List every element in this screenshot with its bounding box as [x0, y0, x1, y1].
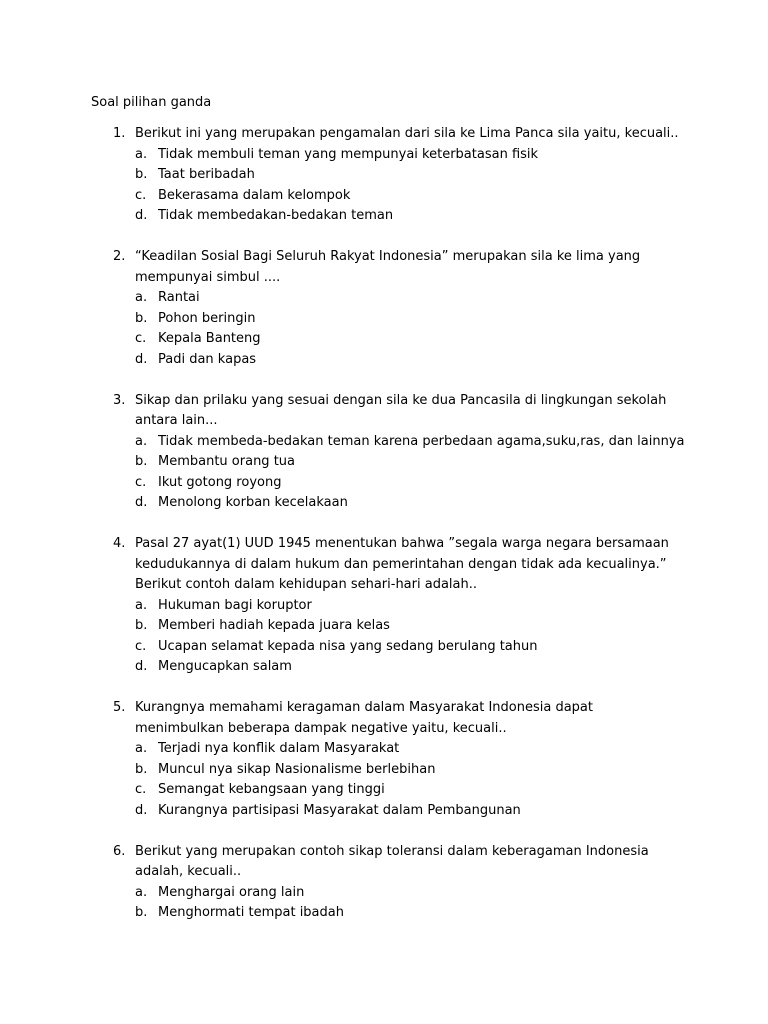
option-letter: a. — [135, 884, 148, 900]
option-letter: c. — [135, 782, 147, 797]
option-letter: a. — [135, 146, 148, 162]
answer-option — [135, 739, 680, 760]
option-text: Ikut gotong royong — [158, 474, 282, 490]
option-text: Terjadi nya konflik dalam Masyarakat — [158, 741, 400, 756]
document-title: Soal pilihan ganda — [91, 95, 212, 110]
question-number: 1. — [113, 126, 126, 141]
answer-options — [135, 288, 680, 370]
option-letter: a. — [135, 433, 148, 449]
option-letter: b. — [135, 618, 148, 633]
answer-option — [135, 903, 680, 924]
option-text: Menghargai orang lain — [158, 884, 305, 900]
option-letter: d. — [135, 351, 148, 367]
question-item — [0, 391, 685, 514]
question-text: Berikut yang merupakan contoh sikap toleransi dalam keberagaman Indonesia adalah, kecuali.. — [135, 843, 649, 879]
option-letter: b. — [135, 905, 148, 920]
answer-option — [135, 801, 680, 822]
question-text: “Keadilan Sosial Bagi Seluruh Rakyat Indonesia” merupakan sila ke lima yang mempunyai simbul .... — [135, 249, 641, 285]
answer-option — [135, 493, 680, 514]
option-text: Memberi hadiah kepada juara kelas — [158, 618, 390, 633]
option-text: Taat beribadah — [158, 167, 255, 182]
option-letter: a. — [135, 597, 148, 613]
option-text: Semangat kebangsaan yang tinggi — [158, 782, 385, 797]
option-letter: c. — [135, 474, 147, 490]
answer-options — [135, 145, 680, 227]
question-text: Kurangnya memahami keragaman dalam Masyarakat Indonesia dapat menimbulkan beberapa dampak negative yaitu, kecuali.. — [135, 700, 593, 736]
option-letter: d. — [135, 659, 148, 674]
answer-options — [135, 432, 685, 514]
question-number: 6. — [113, 843, 126, 859]
answer-option — [135, 596, 680, 617]
question-text: Sikap dan prilaku yang sesuai dengan sila ke dua Pancasila di lingkungan sekolah antara lain... — [135, 392, 667, 428]
option-text: Rantai — [158, 290, 200, 305]
answer-option — [135, 657, 680, 678]
answer-option — [135, 452, 680, 473]
option-letter: b. — [135, 310, 148, 326]
option-letter: c. — [135, 331, 147, 346]
answer-option — [135, 288, 680, 309]
answer-option — [135, 186, 680, 207]
option-letter: d. — [135, 208, 148, 223]
option-letter: b. — [135, 761, 148, 777]
option-text: Tidak membedakan-bedakan teman — [158, 208, 394, 223]
answer-options — [135, 596, 680, 678]
option-text: Bekerasama dalam kelompok — [158, 187, 351, 203]
answer-option — [135, 616, 680, 637]
answer-option — [135, 145, 680, 166]
answer-option — [135, 637, 680, 658]
option-letter: d. — [135, 495, 148, 510]
option-text: Pohon beringin — [158, 310, 256, 326]
option-text: Kurangnya partisipasi Masyarakat dalam Pembangunan — [158, 802, 521, 818]
option-letter: d. — [135, 802, 148, 818]
option-text: Kepala Banteng — [158, 331, 261, 346]
answer-option — [135, 432, 685, 453]
answer-option — [135, 206, 680, 227]
option-text: Padi dan kapas — [158, 351, 257, 367]
option-text: Tidak membeda-bedakan teman karena perbedaan agama,suku,ras, dan lainnya — [158, 433, 685, 449]
option-text: Menolong korban kecelakaan — [158, 495, 348, 510]
option-text: Menghormati tempat ibadah — [158, 905, 344, 920]
answer-option — [135, 883, 680, 904]
option-text: Membantu orang tua — [158, 454, 295, 469]
question-item — [0, 698, 680, 821]
question-number: 5. — [113, 700, 126, 715]
option-letter: b. — [135, 167, 148, 182]
answer-option — [135, 309, 680, 330]
option-letter: b. — [135, 454, 148, 469]
answer-option — [135, 165, 680, 186]
option-text: Mengucapkan salam — [158, 659, 292, 674]
question-item — [0, 247, 680, 370]
question-item — [0, 842, 680, 924]
option-letter: a. — [135, 741, 148, 756]
question-item — [0, 534, 680, 678]
question-text: Berikut ini yang merupakan pengamalan dari sila ke Lima Panca sila yaitu, kecuali.. — [135, 126, 679, 141]
question-item — [0, 124, 680, 227]
option-letter: c. — [135, 638, 147, 654]
answer-option — [135, 350, 680, 371]
answer-option — [135, 329, 680, 350]
option-text: Hukuman bagi koruptor — [158, 597, 312, 613]
option-text: Muncul nya sikap Nasionalisme berlebihan — [158, 761, 436, 777]
answer-option — [135, 760, 680, 781]
option-letter: c. — [135, 187, 147, 203]
question-number: 3. — [113, 392, 126, 408]
answer-options — [135, 739, 680, 821]
question-number: 2. — [113, 249, 126, 264]
answer-option — [135, 473, 680, 494]
answer-option — [135, 780, 680, 801]
option-text: Tidak membuli teman yang mempunyai keterbatasan fisik — [158, 146, 539, 162]
answer-options — [135, 883, 680, 924]
option-text: Ucapan selamat kepada nisa yang sedang berulang tahun — [158, 638, 538, 654]
question-text: Pasal 27 ayat(1) UUD 1945 menentukan bahwa ”segala warga negara bersamaan kedudukannya di dalam hukum dan pemerintahan dengan tidak ada kecualinya.” Berikut contoh dalam kehidupan sehari-hari adalah.. — [135, 536, 669, 592]
option-letter: a. — [135, 290, 148, 305]
question-number: 4. — [113, 536, 126, 551]
question-list — [0, 124, 768, 944]
